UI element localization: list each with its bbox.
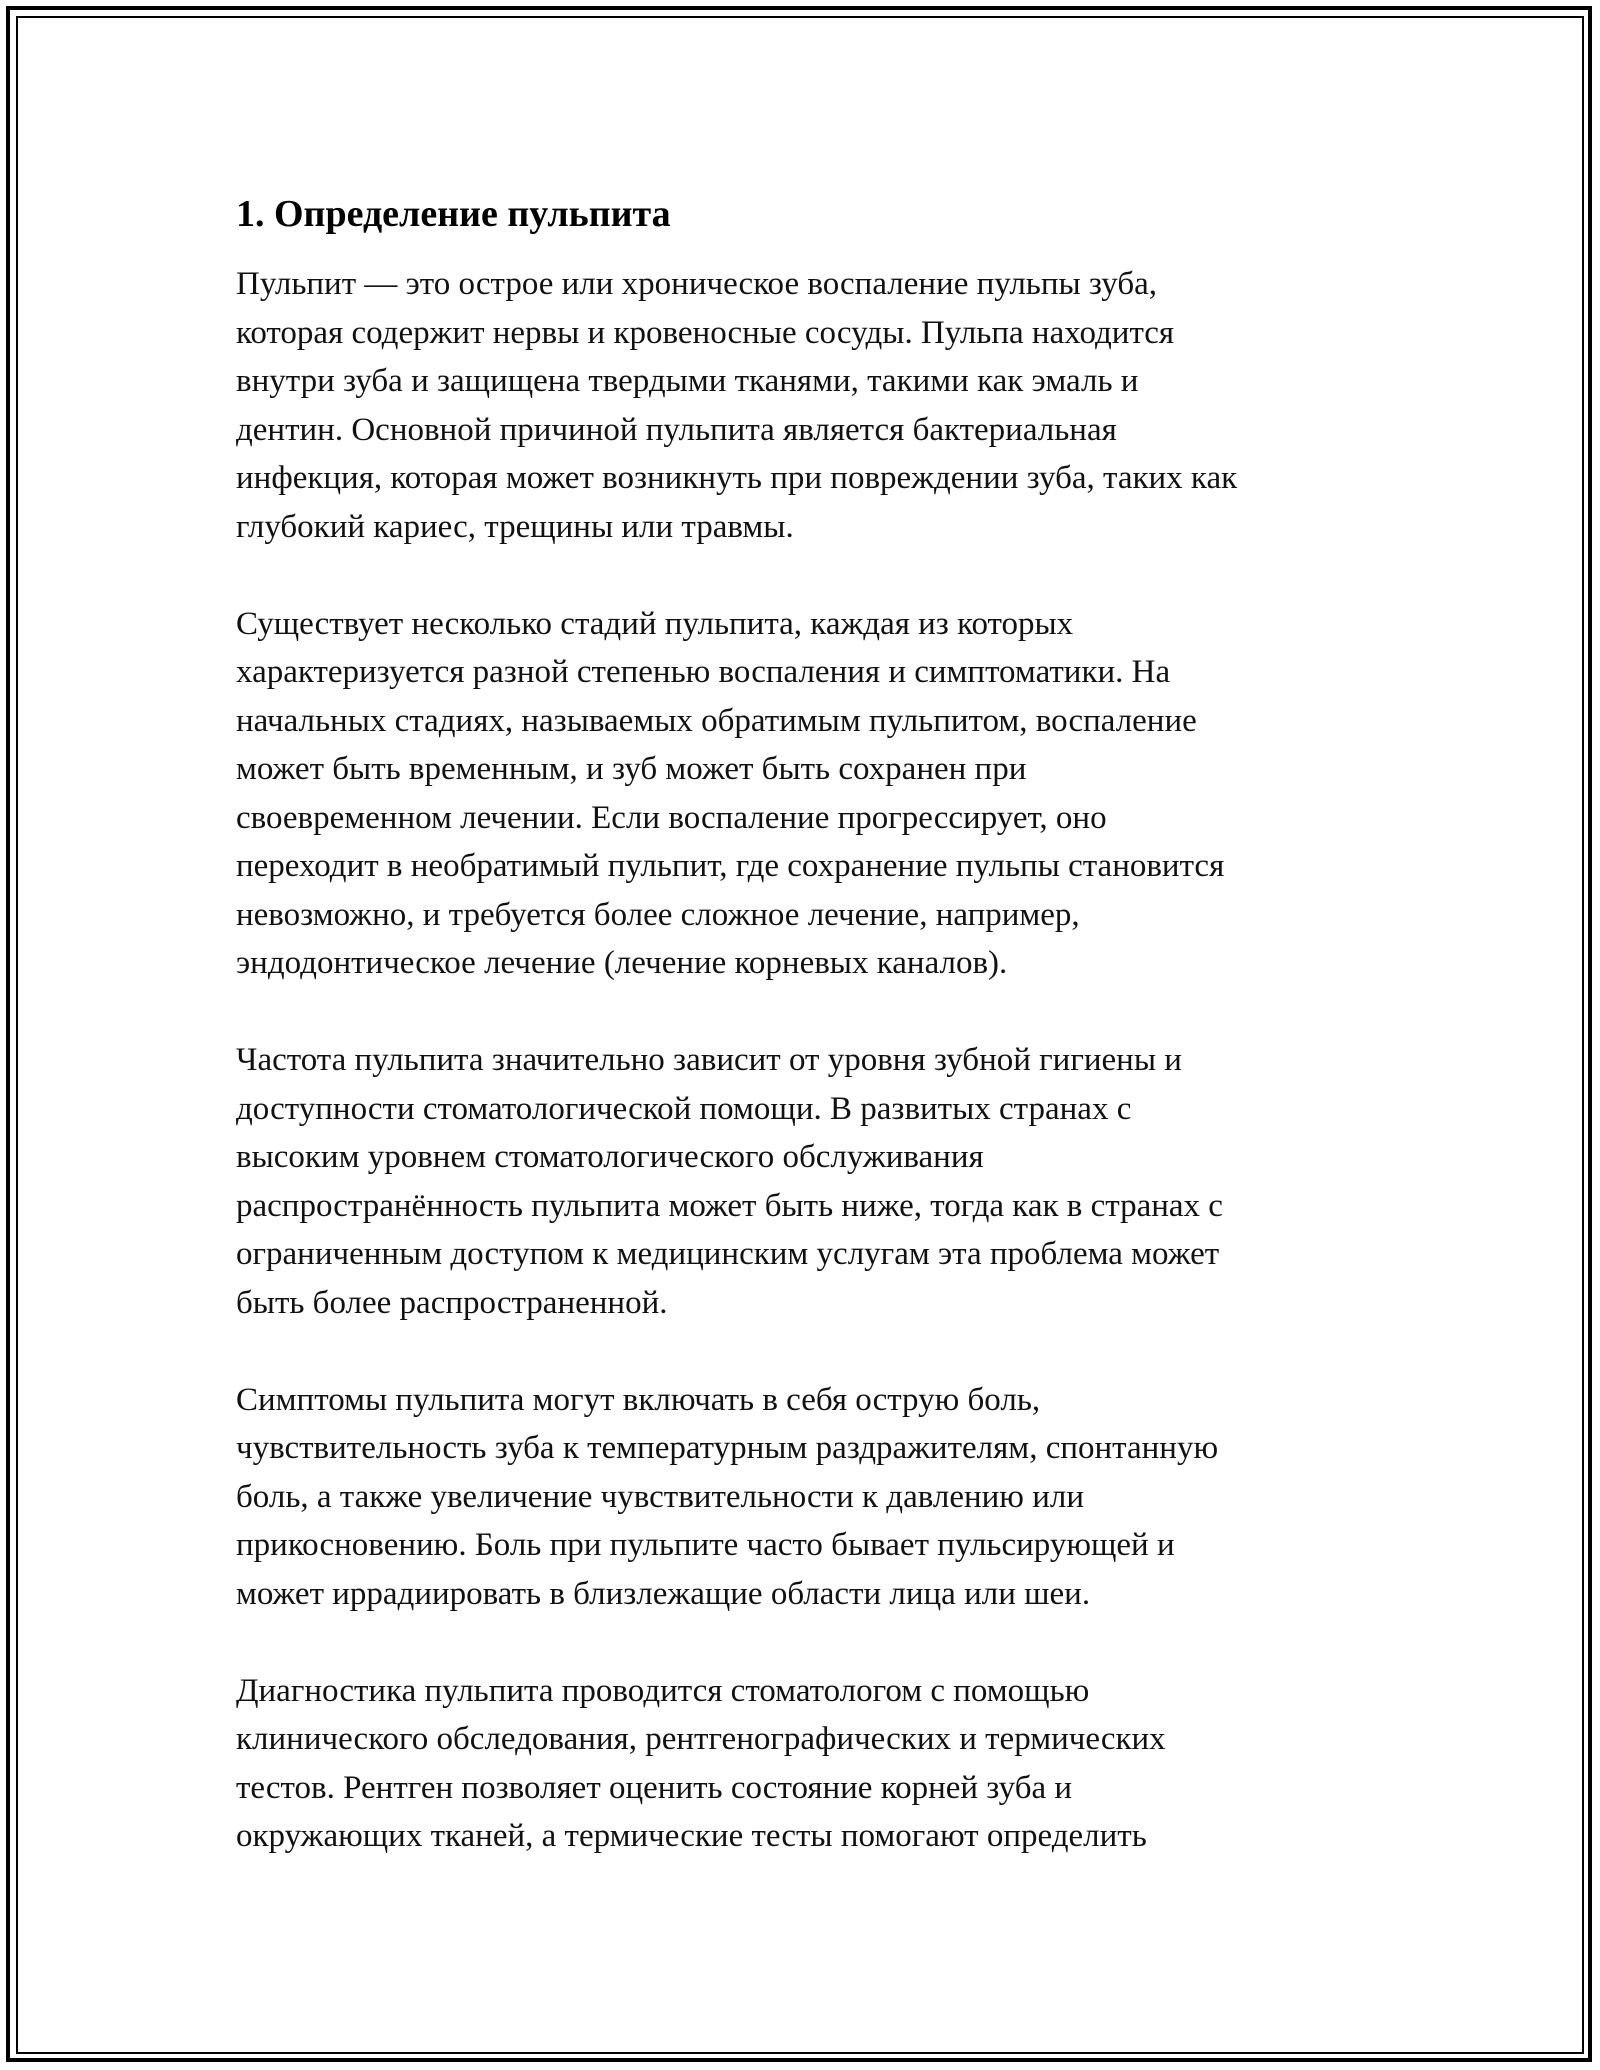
text-line: Пульпит — это острое или хроническое воспаление пульпы зуба, bbox=[236, 266, 1158, 302]
text-line: Частота пульпита значительно зависит от уровня зубной гигиены и bbox=[236, 1042, 1182, 1078]
text-line: высоким уровнем стоматологического обслуживания bbox=[236, 1139, 984, 1175]
text-line: инфекция, которая может возникнуть при повреждении зуба, таких как bbox=[236, 460, 1238, 496]
document-body bbox=[236, 190, 1376, 1909]
text-line: окружающих тканей, а термические тесты помогают определить bbox=[236, 1818, 1147, 1854]
text-line: Существует несколько стадий пульпита, каждая из которых bbox=[236, 605, 1074, 642]
text-line: внутри зуба и защищена твердыми тканями, такими как эмаль и bbox=[236, 363, 1139, 399]
text-line: ограниченным доступом к медицинским услугам эта проблема может bbox=[236, 1236, 1220, 1272]
text-line: Диагностика пульпита проводится стоматологом с помощью bbox=[236, 1672, 1090, 1709]
section-heading: 1. Определение пульпита bbox=[236, 193, 671, 235]
text-line: прикосновению. Боль при пульпите часто бывает пульсирующей и bbox=[236, 1527, 1175, 1563]
text-line: боль, а также увеличение чувствительности к давлению или bbox=[236, 1478, 1084, 1515]
text-line: глубокий кариес, трещины или травмы. bbox=[236, 508, 794, 545]
text-line: может быть временным, и зуб может быть сохранен при bbox=[236, 751, 1027, 787]
text-line: дентин. Основной причиной пульпита является бактериальная bbox=[236, 411, 1117, 448]
text-line: клинического обследования, рентгенографических и термических bbox=[236, 1721, 1166, 1757]
paragraph-frequency bbox=[236, 1036, 1376, 1327]
paragraph-diagnostics bbox=[236, 1667, 1376, 1861]
text-line: может иррадиировать в близлежащие области лица или шеи. bbox=[236, 1575, 1091, 1612]
text-line: которая содержит нервы и кровеносные сосуды. Пульпа находится bbox=[236, 314, 1175, 351]
text-line: начальных стадиях, называемых обратимым пульпитом, воспаление bbox=[236, 702, 1197, 739]
text-line: переходит в необратимый пульпит, где сохранение пульпы становится bbox=[236, 848, 1225, 884]
text-line: характеризуется разной степенью воспаления и симптоматики. На bbox=[236, 654, 1171, 690]
paragraph-stages bbox=[236, 600, 1376, 988]
text-line: эндодонтическое лечение (лечение корневых каналов). bbox=[236, 945, 1008, 981]
text-line: Симптомы пульпита могут включать в себя острую боль, bbox=[236, 1381, 1041, 1418]
text-line: невозможно, и требуется более сложное лечение, например, bbox=[236, 896, 1080, 933]
paragraph-definition bbox=[236, 260, 1376, 551]
text-line: доступности стоматологической помощи. В развитых странах с bbox=[236, 1090, 1132, 1127]
text-line: своевременном лечении. Если воспаление прогрессирует, оно bbox=[236, 799, 1107, 836]
text-line: быть более распространенной. bbox=[236, 1284, 668, 1321]
text-line: тестов. Рентген позволяет оценить состояние корней зуба и bbox=[236, 1769, 1073, 1806]
paragraph-symptoms bbox=[236, 1376, 1376, 1619]
text-line: распространённость пульпита может быть ниже, тогда как в странах с bbox=[236, 1187, 1223, 1224]
text-line: чувствительность зуба к температурным раздражителям, спонтанную bbox=[236, 1430, 1219, 1466]
